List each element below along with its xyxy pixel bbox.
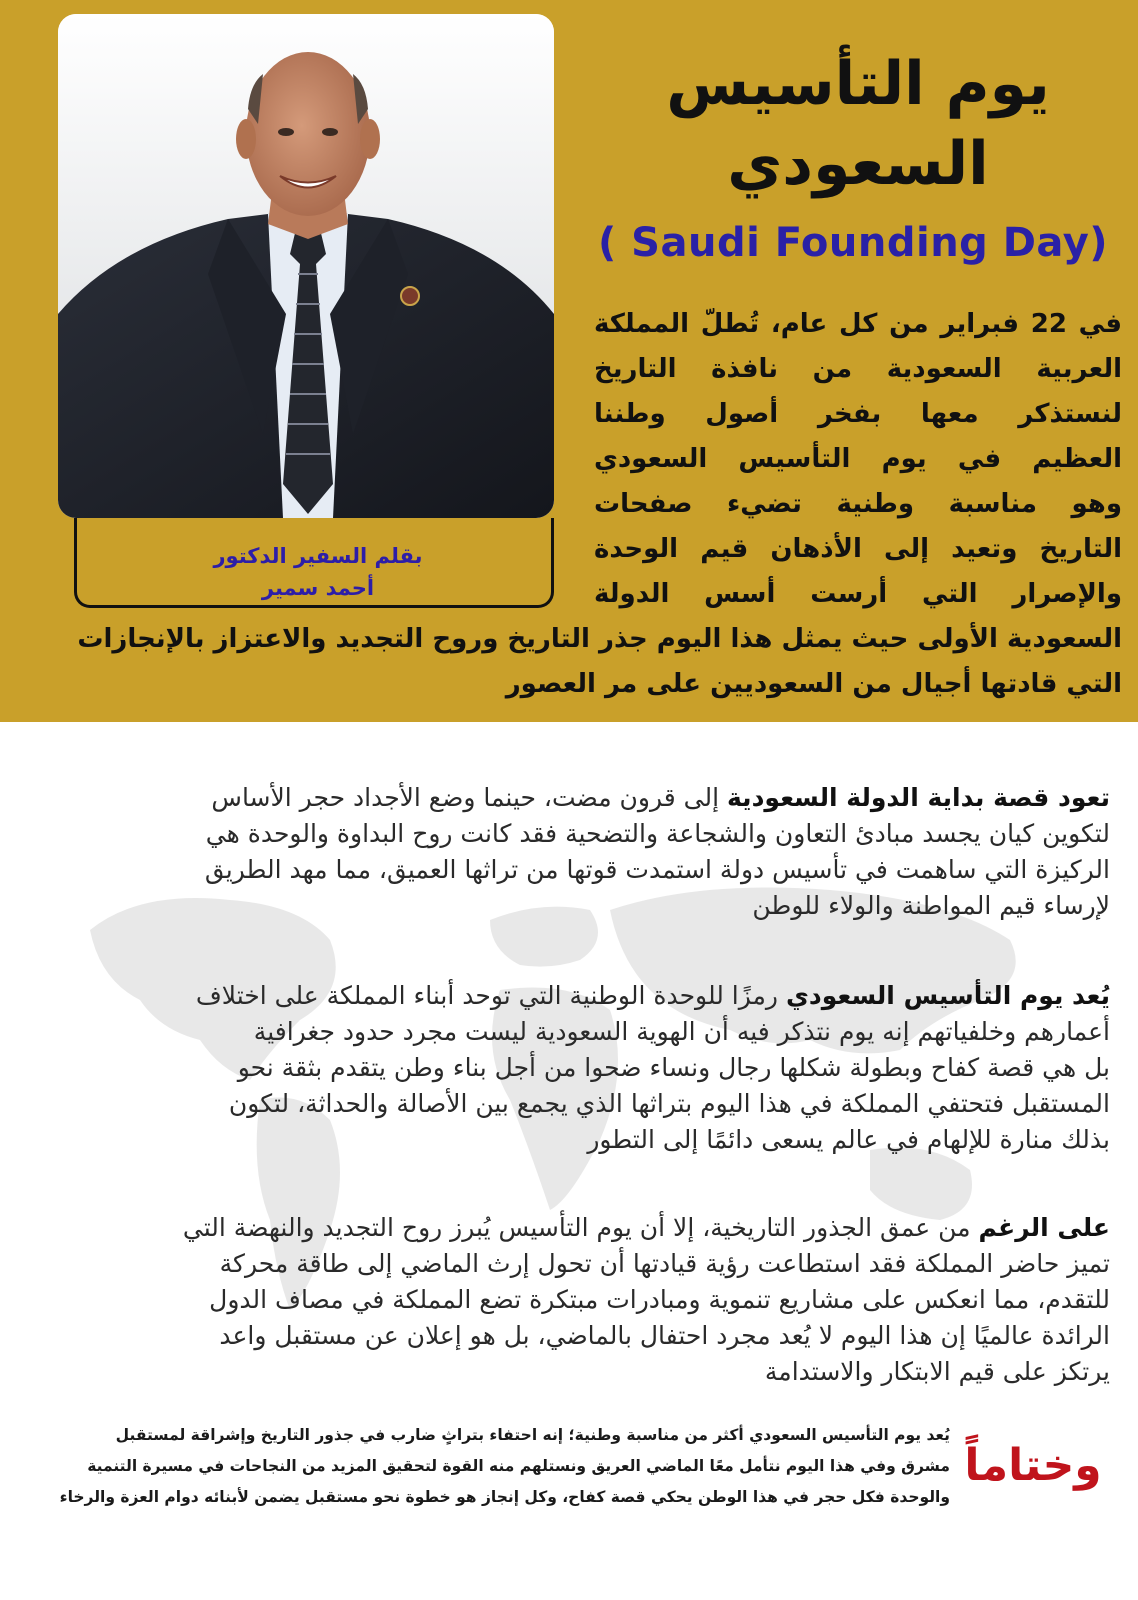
closing-line: مشرق وفي هذا اليوم نتأمل معًا الماضي العريق ونستلهم منه القوة لتحقيق المزيد من النجاحات في مسيرة التنمية [87,1457,950,1475]
paragraph-text: من عمق الجذور التاريخية، إلا أن يوم التأسيس يُبرز روح التجديد والنهضة التي [182,1213,979,1242]
intro-line: العظيم في يوم التأسيس السعودي [594,444,1122,474]
title-line-2: السعودي [727,129,989,199]
closing-heading: وختاماً [964,1440,1102,1491]
page-title [600,44,1116,204]
paragraph-line: بذلك منارة للإلهام في عالم يسعى دائمًا إلى التطور [587,1125,1110,1154]
paragraph-line: المستقبل فتحتفي المملكة في هذا اليوم بتراثها الذي يجمع بين الأصالة والحداثة، لتكون [228,1089,1110,1118]
paragraph-line: لإرساء قيم المواطنة والولاء للوطن [752,891,1110,920]
title-line-1: يوم التأسيس [666,49,1050,119]
paragraph-lead: على الرغم [978,1213,1110,1242]
paragraph-text: رمزًا للوحدة الوطنية التي توحد أبناء المملكة على اختلاف [195,981,786,1010]
paragraph-line: للتقدم، مما انعكس على مشاريع تنموية ومبادرات مبتكرة تضع المملكة في مصاف الدول [209,1285,1110,1314]
intro-line: في 22 فبراير من كل عام، تُطلّ المملكة [594,309,1122,339]
paragraph-line: لتكوين كيان يجسد مبادئ التعاون والشجاعة والتضحية فقد كانت روح البداوة والوحدة هي [205,819,1110,848]
intro-line: وهو مناسبة وطنية تضيء صفحات [594,489,1122,519]
paragraph-line: بل هي قصة كفاح وبطولة شكلها رجال ونساء ضحوا من أجل بناء وطن يتقدم بثقة نحو [237,1053,1110,1082]
paragraph-line [30,1210,1110,1246]
paragraph-line: يرتكز على قيم الابتكار والاستدامة [764,1357,1110,1386]
paragraph-line: الركيزة التي ساهمت في تأسيس دولة استمدت قوتها من تراثها العميق، مما مهد الطريق [204,855,1110,884]
paragraph-beginning [30,780,1110,924]
english-subtitle: ( Saudi Founding Day) [597,220,1109,266]
paragraph-line [30,780,1110,816]
intro-paragraph [18,302,1122,707]
paragraph-text: إلى قرون مضت، حينما وضع الأجداد حجر الأساس [211,783,728,812]
intro-line: التي قادتها أجيال من السعوديين على مر العصور [505,669,1122,699]
paragraph-symbol [30,978,1110,1158]
intro-line: لنستذكر معها بفخر أصول وطننا [594,399,1122,429]
closing-line: والوحدة فكل حجر في هذا الوطن يحكي قصة كفاح، وكل إنجاز هو خطوة نحو مستقبل يضمن لأبنائه دوام العزة والرخاء [59,1488,950,1506]
paragraph-lead: تعود قصة بداية الدولة السعودية [727,783,1110,812]
intro-line: والإصرار التي أرست أسس الدولة [594,579,1122,609]
paragraph-line [30,978,1110,1014]
closing-line: يُعد يوم التأسيس السعودي أكثر من مناسبة وطنية؛ إنه احتفاء بتراثٍ ضارب في جذور التاريخ وإشراقة لمستقبل [115,1426,950,1444]
byline-line-2: أحمد سمير [261,576,375,600]
paragraph-renewal [30,1210,1110,1390]
paragraph-line: الرائدة عالميًا إن هذا اليوم لا يُعد مجرد احتفال بالماضي، بل هو إعلان عن مستقبل واعد [219,1321,1110,1350]
intro-line: التاريخ وتعيد إلى الأذهان قيم الوحدة [594,534,1122,564]
intro-line: العربية السعودية من نافذة التاريخ [594,354,1122,384]
paragraph-line: تميز حاضر المملكة فقد استطاعت رؤية قيادتها أن تحول إرث الماضي إلى طاقة محركة [219,1249,1110,1278]
closing-paragraph [40,1420,950,1513]
byline-line-1: بقلم السفير الدكتور [213,544,423,568]
paragraph-lead: يُعد يوم التأسيس السعودي [785,981,1110,1010]
paragraph-line: أعمارهم وخلفياتهم إنه يوم نتذكر فيه أن الهوية السعودية ليست مجرد حدود جغرافية [253,1017,1110,1046]
intro-line: السعودية الأولى حيث يمثل هذا اليوم جذر التاريخ وروح التجديد والاعتزاز بالإنجازات [77,624,1122,654]
